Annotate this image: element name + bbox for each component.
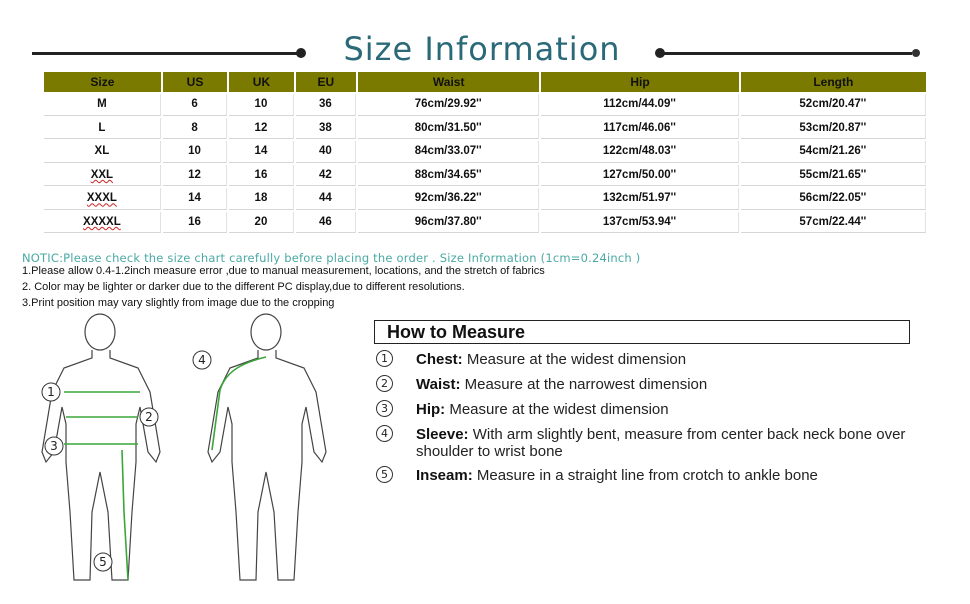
measurement-figures [30,312,350,600]
cell-waist: 76cm/29.92'' [358,94,539,116]
header-hip: Hip [541,72,738,92]
table-row [44,165,926,187]
cell-hip: 117cm/46.06'' [541,118,738,140]
size-label: XXXXL [83,215,121,228]
size-label: XXL [90,168,114,181]
cell-eu: 46 [296,212,356,234]
how-to-measure-title: How to Measure [387,322,526,342]
size-notice: NOTIC:Please check the size chart carefully before placing the order . Size Information (1cm=0.24inch ) [22,251,641,265]
size-label: XXXL [86,192,117,205]
note-print-position: 3.Print position may vary slightly from image due to the cropping [22,297,335,309]
measure-description: Measure at the narrowest dimension [460,376,708,393]
body-diagram [30,312,350,600]
header-rule-right [662,52,912,55]
cell-length: 57cm/22.44'' [741,212,926,234]
cell-uk: 14 [229,141,293,163]
how-to-measure-box [374,320,910,344]
inseam-line [122,450,128,580]
measure-number: 5 [376,466,393,483]
cell-uk: 18 [229,188,293,210]
cell-hip: 127cm/50.00'' [541,165,738,187]
cell-us: 6 [163,94,227,116]
header-size: Size [44,72,161,92]
cell-hip: 132cm/51.97'' [541,188,738,210]
header [32,30,920,70]
measure-lines [64,357,266,580]
measure-number: 2 [376,375,393,392]
header-eu: EU [296,72,356,92]
cell-waist: 92cm/36.22'' [358,188,539,210]
marker-sleeve: 4 [198,353,206,367]
table-row [44,212,926,234]
cell-uk: 12 [229,118,293,140]
measure-description: With arm slightly bent, measure from center back neck bone over shoulder to wrist bone [416,426,906,460]
cell-hip: 137cm/53.94'' [541,212,738,234]
note-measure-error: 1.Please allow 0.4-1.2inch measure error ,due to manual measurement, locations, and the stretch of fabrics [22,265,545,277]
marker-hip: 3 [50,439,58,453]
measure-description: Measure in a straight line from crotch to ankle bone [472,467,818,484]
back-body-outline [208,314,326,580]
marker-waist: 2 [145,410,153,424]
cell-size [44,165,161,187]
cell-eu: 40 [296,141,356,163]
size-table [42,70,928,235]
cell-length: 56cm/22.05'' [741,188,926,210]
measure-label: Chest: [416,351,463,368]
cell-hip: 122cm/48.03'' [541,141,738,163]
cell-length: 54cm/21.26'' [741,141,926,163]
header-uk: UK [229,72,293,92]
marker-inseam: 5 [99,555,107,569]
cell-size: L [44,118,161,140]
table-row [44,141,926,163]
measure-label: Sleeve: [416,426,469,443]
cell-eu: 38 [296,118,356,140]
cell-uk: 20 [229,212,293,234]
marker-chest: 1 [47,385,55,399]
table-row [44,94,926,116]
table-row [44,118,926,140]
cell-us: 16 [163,212,227,234]
cell-us: 10 [163,141,227,163]
measure-number: 1 [376,350,393,367]
header-us: US [163,72,227,92]
figure-markers [42,351,211,571]
page-title: Size Information [343,30,621,68]
cell-us: 12 [163,165,227,187]
cell-size: M [44,94,161,116]
measure-label: Hip: [416,401,446,418]
table-header-row [44,72,926,92]
measure-description: Measure at the widest dimension [462,351,687,368]
table-row [44,188,926,210]
cell-uk: 10 [229,94,293,116]
measure-number: 4 [376,425,393,442]
cell-waist: 88cm/34.65'' [358,165,539,187]
cell-eu: 42 [296,165,356,187]
measure-label: Waist: [416,376,461,393]
cell-waist: 96cm/37.80'' [358,212,539,234]
cell-length: 52cm/20.47'' [741,94,926,116]
cell-us: 14 [163,188,227,210]
cell-eu: 44 [296,188,356,210]
measure-number: 3 [376,400,393,417]
cell-size [44,188,161,210]
cell-waist: 84cm/33.07'' [358,141,539,163]
measure-label: Inseam: [416,467,473,484]
cell-eu: 36 [296,94,356,116]
note-color-difference: 2. Color may be lighter or darker due to the different PC display,due to different resolutions. [22,281,465,293]
header-length: Length [741,72,926,92]
cell-length: 53cm/20.87'' [741,118,926,140]
header-rule-left [32,52,300,55]
cell-waist: 80cm/31.50'' [358,118,539,140]
cell-length: 55cm/21.65'' [741,165,926,187]
cell-hip: 112cm/44.09'' [541,94,738,116]
sleeve-line [212,357,266,450]
measure-description: Measure at the widest dimension [445,401,669,418]
cell-uk: 16 [229,165,293,187]
cell-size [44,212,161,234]
cell-size: XL [44,141,161,163]
header-dot-end [912,49,920,57]
cell-us: 8 [163,118,227,140]
header-waist: Waist [358,72,539,92]
